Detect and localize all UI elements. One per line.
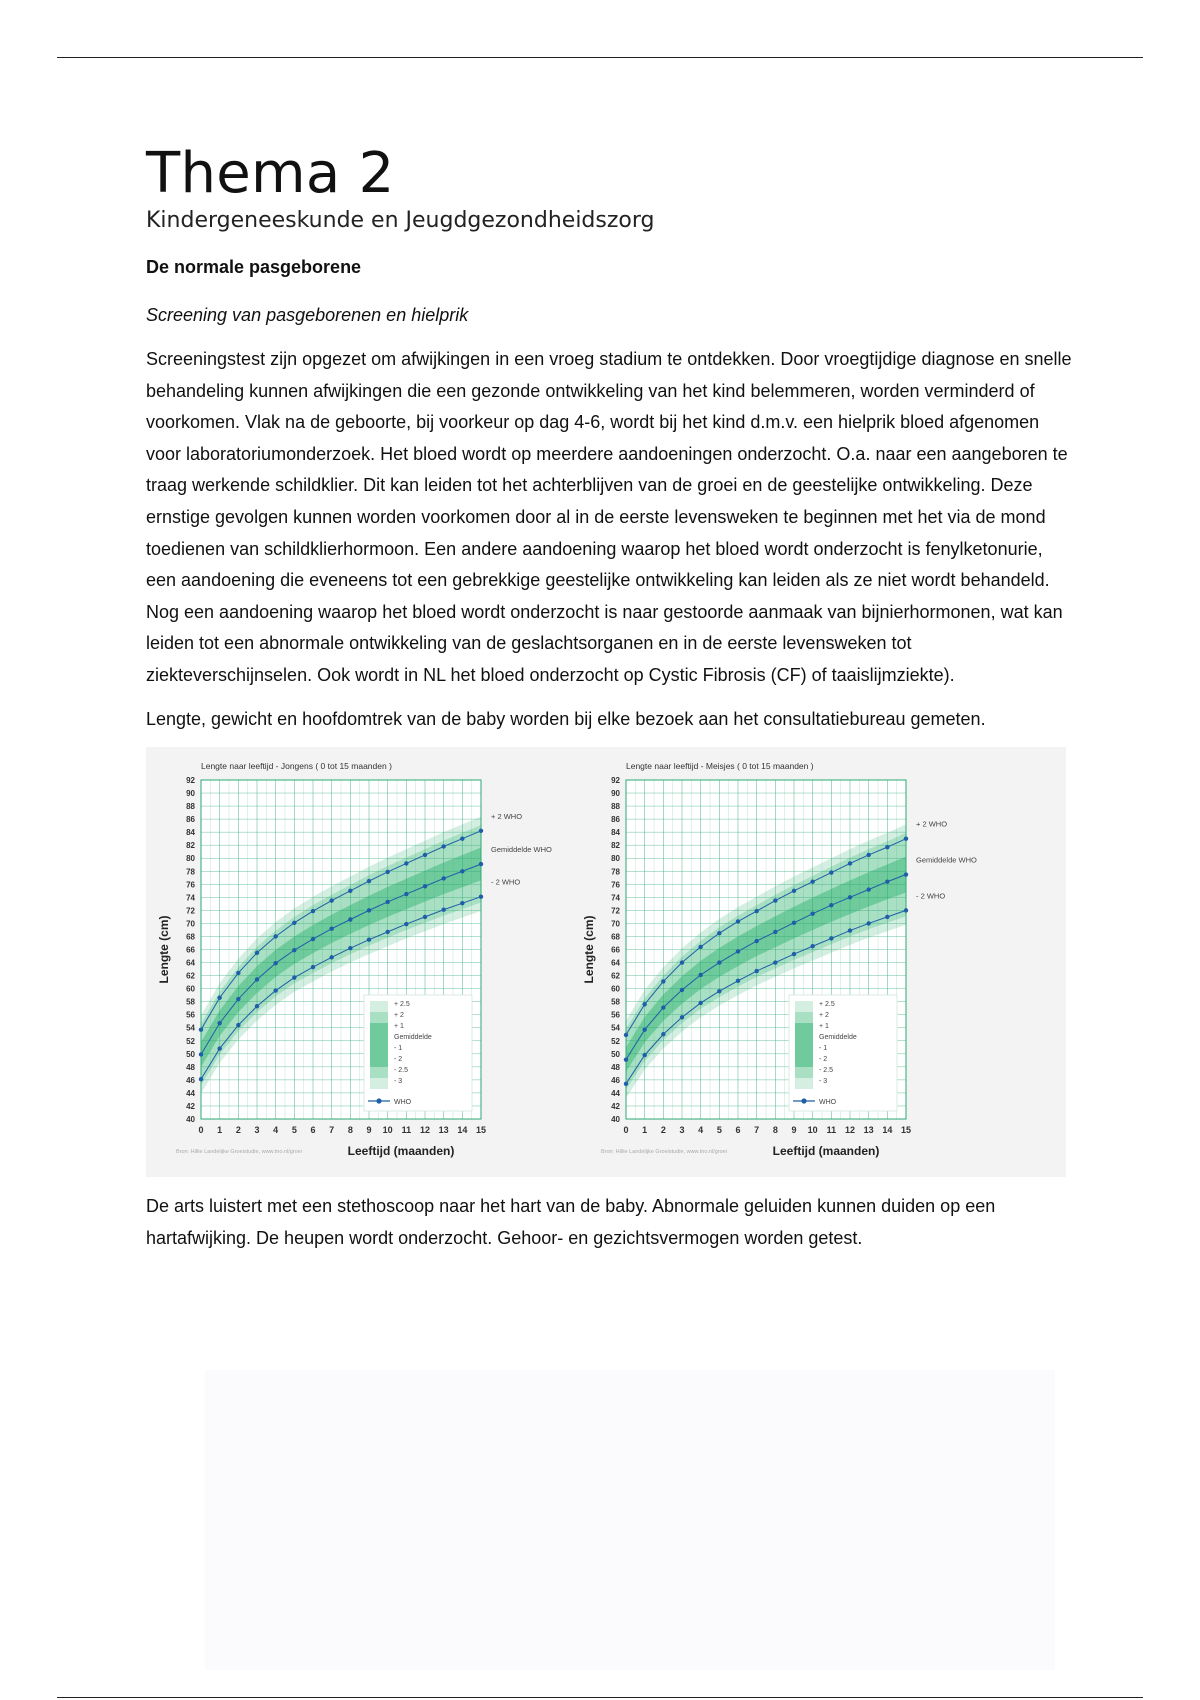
legend-label: - 3 [394,1078,403,1086]
x-tick-label: 15 [900,1125,912,1136]
who-data-point [792,889,796,893]
x-axis-label: Leeftijd (maanden) [772,1144,880,1159]
x-axis-label: Leeftijd (maanden) [347,1144,455,1159]
who-data-point [292,921,296,925]
who-data-point [423,915,427,919]
who-data-point [754,909,758,913]
who-data-point [624,1058,628,1062]
paragraph-measurements: Lengte, gewicht en hoofdomtrek van de baby worden bij elke bezoek aan het consultatiebureau gemeten. [146,708,986,729]
who-data-point [217,1021,221,1025]
y-tick-label: 42 [611,1102,620,1112]
who-data-point [255,951,259,955]
y-tick-label: 76 [611,880,620,890]
who-data-point [329,955,333,959]
who-data-point [698,973,702,977]
y-tick-label: 42 [186,1102,195,1112]
who-data-point [866,921,870,925]
paragraph-screening: Screeningstest zijn opgezet om afwijkingen in een vroeg stadium te ontdekken. Door vroegtijdige diagnose en snelle behandeling kunnen afwijkingen die een gezonde ontwikkeling van het kind belemmeren, worden verminderd of voorkomen. Vlak na de geboorte, bij voorkeur op dag 4-6, wordt bij het kind d.m.v. een hielprik bloed afgenomen voor laboratoriumonderzoek. Het bloed wordt op meerdere aandoeningen onderzocht. O.a. naar een aangeboren te traag werkende schildklier. Dit kan leiden tot het achterblijven van de groei en de geestelijke ontwikkeling. Deze ernstige gevolgen kunnen worden voorkomen door al in de eerste levensweken te beginnen met het via de mond toedienen van schildklierhormoon. Een andere aandoening waarop het bloed wordt onderzocht is fenylketonurie, een aandoening die eveneens tot een gebrekkige geestelijke ontwikkeling kan leiden als ze niet wordt behandeld. Nog een aandoening waarop het bloed wordt onderzocht is naar gestoorde aanmaak van bijnierhormonen, wat kan leiden tot een abnormale ontwikkeling van de geslachtsorganen en in de eerste levensweken tot ziekteverschijnselen. Ook wordt in NL het bloed onderzocht op Cystic Fibrosis (CF) of taaislijmziekte). [146,349,1072,685]
x-tick-label: 9 [366,1125,372,1136]
who-data-point [810,880,814,884]
who-data-point [773,930,777,934]
legend-label: WHO [394,1099,412,1107]
top-rule [57,57,1143,58]
y-tick-label: 48 [186,1062,195,1072]
y-tick-label: 50 [611,1049,620,1059]
x-tick-label: 1 [642,1125,648,1136]
x-tick-label: 13 [863,1125,874,1136]
who-data-point [311,909,315,913]
chart-title: Lengte naar leeftijd - Meisjes ( 0 tot 15 maanden ) [626,761,814,772]
who-data-point [642,1028,646,1032]
who-data-point [904,837,908,841]
y-tick-label: 52 [186,1036,195,1046]
x-tick-label: 2 [660,1125,666,1136]
series-label: - 2 WHO [916,891,946,901]
who-data-point [904,908,908,912]
who-data-point [404,892,408,896]
growth-charts [146,747,1066,1177]
x-tick-label: 8 [772,1125,778,1136]
who-data-point [423,884,427,888]
legend-label: Gemiddelde [819,1034,857,1042]
who-data-point [736,919,740,923]
x-tick-label: 13 [438,1125,449,1136]
who-data-point [460,869,464,873]
y-tick-label: 66 [611,945,620,955]
who-data-point [460,837,464,841]
legend [364,995,472,1111]
y-tick-label: 82 [611,841,620,851]
section-heading: De normale pasgeborene [146,257,362,277]
subsection-heading: Screening van pasgeborenen en hielprik [146,305,469,325]
x-tick-label: 11 [401,1125,412,1136]
series-label: + 2 WHO [916,819,948,829]
document-subtitle: Kindergeneeskunde en Jeugdgezondheidszorg [146,208,655,233]
who-data-point [441,844,445,848]
legend-label: - 1 [819,1045,828,1053]
who-data-point [348,889,352,893]
y-tick-label: 88 [611,802,620,812]
y-tick-label: 84 [186,828,195,838]
legend-label: + 2 [819,1012,829,1020]
who-data-point [255,977,259,981]
x-tick-label: 10 [807,1125,818,1136]
legend-label: - 2 [819,1056,828,1064]
x-tick-label: 5 [716,1125,722,1136]
y-tick-label: 70 [611,919,620,929]
who-data-point [479,829,483,833]
legend-label: + 2.5 [819,1001,835,1009]
who-data-point [404,922,408,926]
who-data-point [423,853,427,857]
who-data-point [848,929,852,933]
y-tick-label: 62 [611,971,620,981]
y-tick-label: 76 [186,880,195,890]
legend-label: - 2.5 [394,1067,409,1075]
who-data-point [773,960,777,964]
legend-who-marker [801,1099,806,1104]
y-tick-label: 86 [186,815,195,825]
x-tick-label: 0 [623,1125,629,1136]
who-data-point [460,901,464,905]
y-tick-label: 44 [186,1089,195,1099]
who-data-point [848,895,852,899]
x-tick-label: 4 [698,1125,704,1136]
who-data-point [754,969,758,973]
x-tick-label: 12 [419,1125,431,1136]
y-tick-label: 82 [186,841,195,851]
who-data-point [311,937,315,941]
x-tick-label: 10 [382,1125,393,1136]
y-tick-label: 40 [186,1115,195,1125]
who-data-point [642,1002,646,1006]
x-tick-label: 15 [475,1125,487,1136]
y-tick-label: 58 [611,997,620,1007]
x-tick-label: 12 [844,1125,856,1136]
who-data-point [385,930,389,934]
who-data-point [904,872,908,876]
growth-chart-girls [571,747,991,1177]
y-tick-label: 92 [611,776,620,786]
who-data-point [236,997,240,1001]
bottom-rule [57,1697,1143,1698]
who-data-point [236,971,240,975]
growth-chart-boys [146,747,566,1177]
legend-who-marker [376,1099,381,1104]
who-data-point [829,936,833,940]
who-data-point [754,939,758,943]
who-data-point [385,870,389,874]
x-tick-label: 14 [882,1125,893,1136]
who-data-point [441,908,445,912]
series-label: Gemiddelde WHO [916,855,977,865]
y-tick-label: 88 [186,802,195,812]
legend-label: + 2 [394,1012,404,1020]
x-tick-label: 6 [310,1125,316,1136]
y-tick-label: 86 [611,815,620,825]
chart-source: Bron: Hillie Landelijke Groeistudie, www.tno.nl/groei [176,1149,302,1156]
legend-label: Gemiddelde [394,1034,432,1042]
y-tick-label: 74 [611,893,620,903]
legend-label: + 1 [394,1023,404,1031]
who-data-point [698,945,702,949]
series-label: Gemiddelde WHO [491,845,552,855]
who-data-point [441,876,445,880]
legend-label: + 2.5 [394,1001,410,1009]
page-content [146,142,1076,1266]
chart-source: Bron: Hillie Landelijke Groeistudie, www.tno.nl/groei [601,1149,727,1156]
y-tick-label: 64 [611,958,620,968]
who-data-point [885,915,889,919]
who-data-point [829,903,833,907]
x-tick-label: 3 [254,1125,260,1136]
y-tick-label: 78 [611,867,620,877]
legend-label: - 2.5 [819,1067,834,1075]
y-tick-label: 60 [186,984,195,994]
y-tick-label: 50 [186,1049,195,1059]
chart-title: Lengte naar leeftijd - Jongens ( 0 tot 15 maanden ) [201,761,392,772]
y-tick-label: 56 [186,1010,195,1020]
who-data-point [329,927,333,931]
y-tick-label: 78 [186,867,195,877]
y-tick-label: 62 [186,971,195,981]
legend-label: - 2 [394,1056,403,1064]
who-data-point [479,895,483,899]
who-data-point [773,899,777,903]
who-data-point [680,1015,684,1019]
legend-label: WHO [819,1099,837,1107]
x-tick-label: 0 [198,1125,204,1136]
who-data-point [661,979,665,983]
y-tick-label: 68 [186,932,195,942]
who-data-point [273,961,277,965]
who-data-point [348,946,352,950]
who-data-point [624,1082,628,1086]
x-tick-label: 7 [754,1125,760,1136]
x-tick-label: 4 [273,1125,279,1136]
legend-label: + 1 [819,1023,829,1031]
y-tick-label: 46 [186,1076,195,1086]
who-data-point [367,879,371,883]
who-data-point [885,880,889,884]
who-data-point [624,1033,628,1037]
who-data-point [217,996,221,1000]
y-tick-label: 72 [611,906,620,916]
y-tick-label: 40 [611,1115,620,1125]
who-data-point [736,979,740,983]
legend-swatch-inner [795,1023,813,1067]
who-data-point [236,1023,240,1027]
y-axis-label: Lengte (cm) [582,915,596,984]
who-data-point [810,912,814,916]
y-tick-label: 90 [186,789,195,799]
who-data-point [479,862,483,866]
y-tick-label: 92 [186,776,195,786]
x-tick-label: 3 [679,1125,685,1136]
who-data-point [329,899,333,903]
x-tick-label: 1 [217,1125,223,1136]
x-tick-label: 2 [235,1125,241,1136]
who-data-point [311,965,315,969]
y-tick-label: 52 [611,1036,620,1046]
who-data-point [642,1053,646,1057]
who-data-point [810,944,814,948]
y-axis-label: Lengte (cm) [157,915,171,984]
who-data-point [885,845,889,849]
who-data-point [792,952,796,956]
y-tick-label: 74 [186,893,195,903]
who-data-point [792,921,796,925]
who-data-point [367,938,371,942]
who-data-point [848,861,852,865]
who-data-point [292,975,296,979]
y-tick-label: 46 [611,1076,620,1086]
y-tick-label: 80 [186,854,195,864]
x-tick-label: 6 [735,1125,741,1136]
y-tick-label: 80 [611,854,620,864]
x-tick-label: 11 [826,1125,837,1136]
who-data-point [385,900,389,904]
who-data-point [217,1047,221,1051]
y-tick-label: 66 [186,945,195,955]
y-tick-label: 58 [186,997,195,1007]
x-tick-label: 5 [291,1125,297,1136]
who-data-point [199,1028,203,1032]
who-data-point [661,1032,665,1036]
y-tick-label: 44 [611,1089,620,1099]
x-tick-label: 7 [329,1125,335,1136]
x-tick-label: 9 [791,1125,797,1136]
who-data-point [348,917,352,921]
y-tick-label: 90 [611,789,620,799]
y-tick-label: 72 [186,906,195,916]
who-data-point [680,988,684,992]
paragraph-examination: De arts luistert met een stethoscoop naar het hart van de baby. Abnormale geluiden kunnen duiden op een hartafwijking. De heupen wordt onderzocht. Gehoor- en gezichtsvermogen worden getest. [146,1196,996,1248]
who-data-point [866,887,870,891]
y-tick-label: 60 [611,984,620,994]
y-tick-label: 64 [186,958,195,968]
who-data-point [367,908,371,912]
who-data-point [698,1001,702,1005]
who-data-point [661,1005,665,1009]
who-data-point [680,960,684,964]
y-tick-label: 68 [611,932,620,942]
series-label: - 2 WHO [491,877,521,887]
legend-label: - 3 [819,1078,828,1086]
document-title: Thema 2 [146,141,395,206]
legend [789,995,897,1111]
legend-swatch-inner [370,1023,388,1067]
who-data-point [736,949,740,953]
blank-area [205,1370,1055,1670]
who-data-point [717,931,721,935]
who-data-point [199,1077,203,1081]
series-label: + 2 WHO [491,811,523,821]
y-tick-label: 84 [611,828,620,838]
y-tick-label: 54 [186,1023,195,1033]
who-data-point [829,870,833,874]
y-tick-label: 48 [611,1062,620,1072]
x-tick-label: 14 [457,1125,468,1136]
y-tick-label: 54 [611,1023,620,1033]
who-data-point [255,1004,259,1008]
who-data-point [717,960,721,964]
who-data-point [404,861,408,865]
who-data-point [273,988,277,992]
who-data-point [717,989,721,993]
y-tick-label: 56 [611,1010,620,1020]
who-data-point [292,948,296,952]
y-tick-label: 70 [186,919,195,929]
who-data-point [866,853,870,857]
legend-label: - 1 [394,1045,403,1053]
who-data-point [273,934,277,938]
who-data-point [199,1052,203,1056]
x-tick-label: 8 [347,1125,353,1136]
